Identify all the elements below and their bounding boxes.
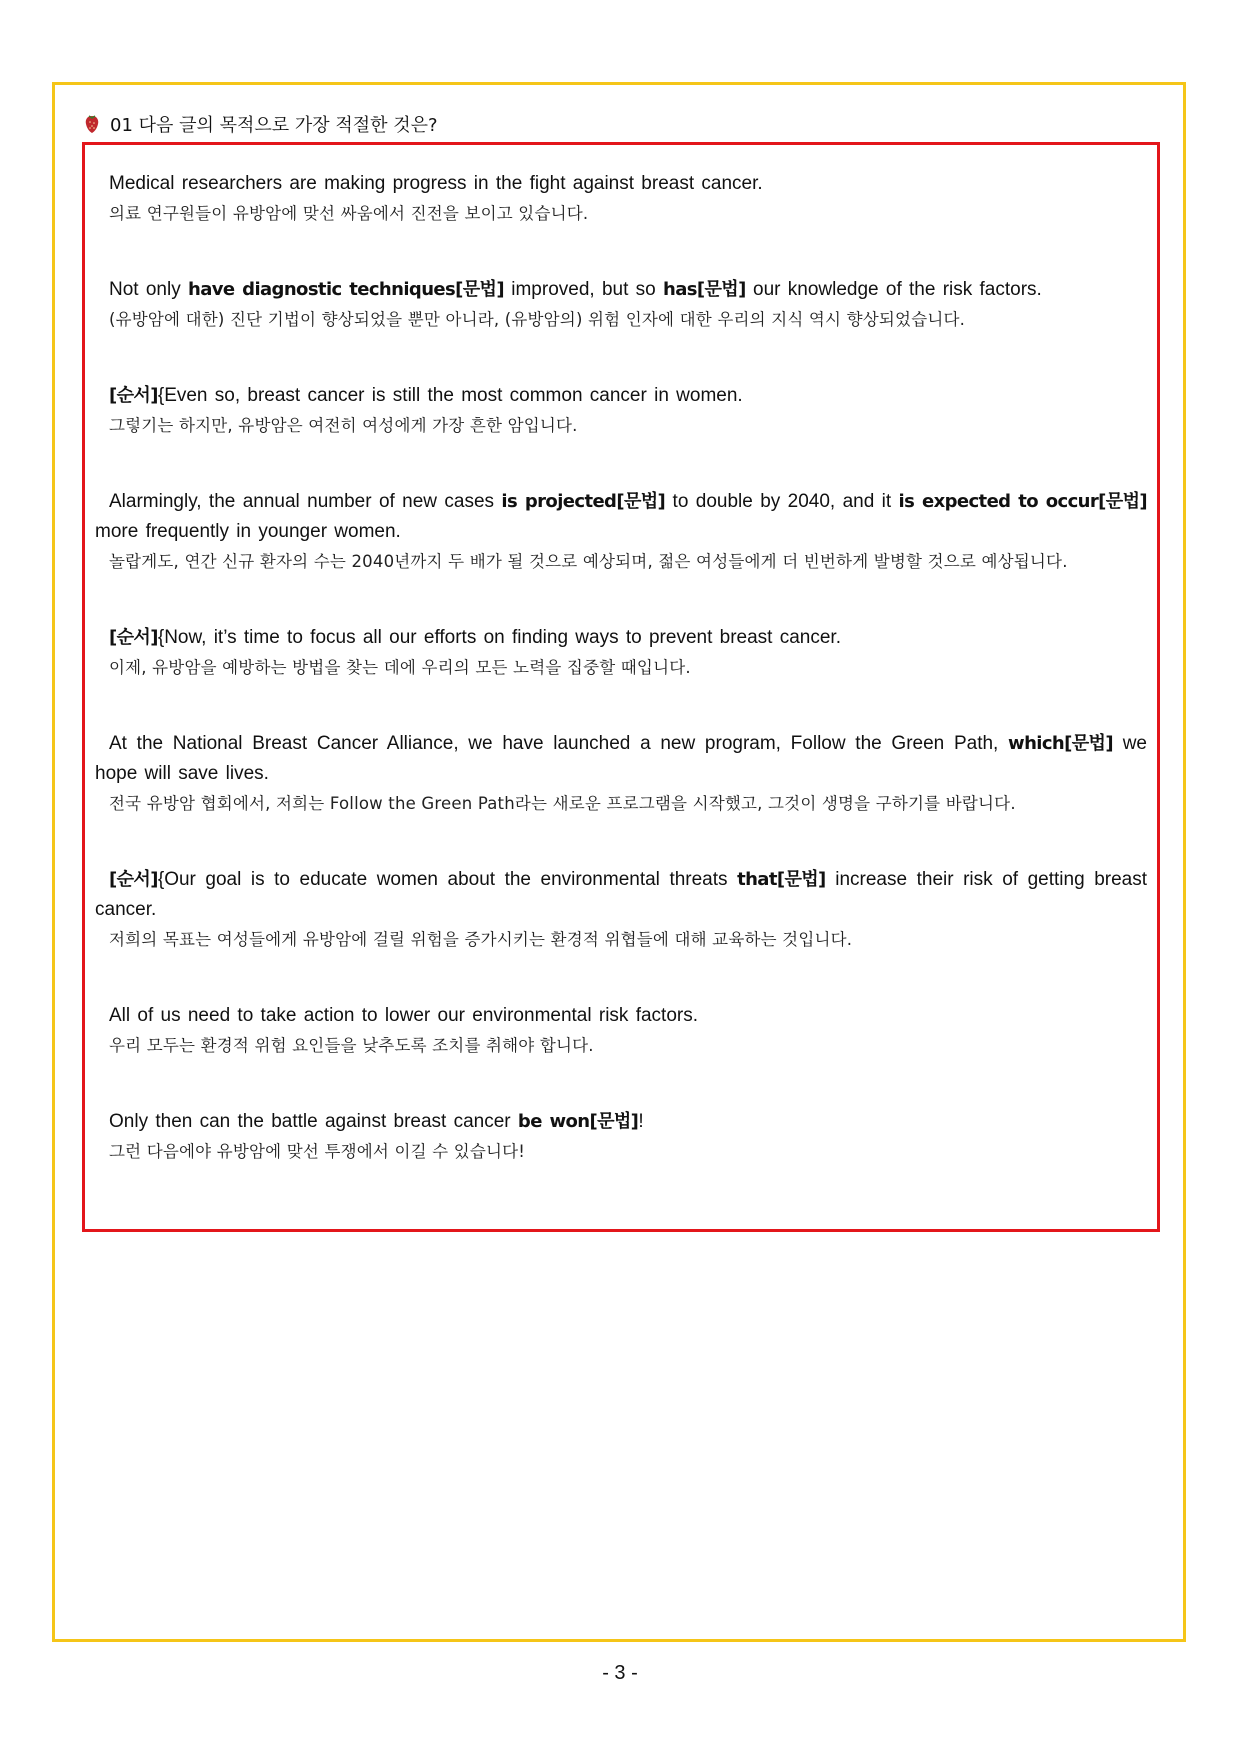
sentence-text: All of us need to take action to lower our environmental risk factors. xyxy=(109,1005,698,1026)
english-sentence xyxy=(95,169,1147,199)
annotation-highlight: [순서] xyxy=(109,385,158,406)
english-sentence xyxy=(95,729,1147,789)
sentence-text: {Even so, breast cancer is still the most common cancer in women. xyxy=(157,385,743,406)
english-sentence xyxy=(95,381,1147,411)
korean-translation: 그런 다음에야 유방암에 맞선 투쟁에서 이길 수 있습니다! xyxy=(109,1142,526,1161)
sentence-text: improved, but so xyxy=(503,279,664,300)
korean-translation: 이제, 유방암을 예방하는 방법을 찾는 데에 우리의 모든 노력을 집중할 때입니다. xyxy=(109,658,691,677)
sentence-text: Not only xyxy=(109,279,188,300)
korean-translation: 놀랍게도, 연간 신규 환자의 수는 2040년까지 두 배가 될 것으로 예상되며, 젊은 여성들에게 더 빈번하게 발병할 것으로 예상됩니다. xyxy=(109,552,1068,571)
passage-paragraph xyxy=(95,1107,1147,1167)
sentence-text: more frequently in younger women. xyxy=(95,521,401,542)
passage-paragraph xyxy=(95,623,1147,683)
sentence-text: our knowledge of the risk factors. xyxy=(745,279,1042,300)
english-sentence xyxy=(95,623,1147,653)
korean-translation: 그렇기는 하지만, 유방암은 여전히 여성에게 가장 흔한 암입니다. xyxy=(109,416,578,435)
annotation-highlight: [순서] xyxy=(109,869,158,890)
sentence-text: we hope will save lives. xyxy=(95,733,1147,784)
passage-paragraph xyxy=(95,729,1147,819)
korean-translation: (유방암에 대한) 진단 기법이 향상되었을 뿐만 아니라, (유방암의) 위험 인자에 대한 우리의 지식 역시 향상되었습니다. xyxy=(109,310,966,329)
annotation-highlight: have diagnostic techniques[문법] xyxy=(187,279,504,300)
sentence-text: {Now, it’s time to focus all our efforts on finding ways to prevent breast cancer. xyxy=(157,627,841,648)
english-sentence xyxy=(95,275,1147,305)
passage-paragraph xyxy=(95,865,1147,955)
passage-paragraph xyxy=(95,275,1147,335)
english-sentence xyxy=(95,1107,1147,1137)
sentence-text: At the National Breast Cancer Alliance, we have launched a new program, Follow the Green Path, xyxy=(109,733,1009,754)
annotation-highlight: is projected[문법] xyxy=(501,491,666,512)
korean-translation: 우리 모두는 환경적 위험 요인들을 낮추도록 조치를 취해야 합니다. xyxy=(109,1036,594,1055)
passage-paragraph xyxy=(95,381,1147,441)
page-number: - 3 - xyxy=(602,1662,638,1684)
sentence-text: Only then can the battle against breast cancer xyxy=(109,1111,518,1132)
english-sentence xyxy=(95,865,1147,925)
question-header xyxy=(84,110,438,138)
korean-translation: 전국 유방암 협회에서, 저희는 Follow the Green Path라는 새로운 프로그램을 시작했고, 그것이 생명을 구하기를 바랍니다. xyxy=(109,794,1016,813)
annotation-highlight: that[문법] xyxy=(737,869,826,890)
passage-paragraph xyxy=(95,1001,1147,1061)
sentence-text: {Our goal is to educate women about the environmental threats xyxy=(157,869,738,890)
english-sentence xyxy=(95,1001,1147,1031)
passage-paragraph xyxy=(95,487,1147,577)
passage-paragraph xyxy=(95,169,1147,229)
sentence-text: Alarmingly, the annual number of new cases xyxy=(109,491,502,512)
korean-translation: 의료 연구원들이 유방암에 맞선 싸움에서 진전을 보이고 있습니다. xyxy=(109,204,589,223)
annotation-highlight: has[문법] xyxy=(663,279,746,300)
annotation-highlight: be won[문법] xyxy=(517,1111,639,1132)
sentence-text: increase their risk of getting breast cancer. xyxy=(95,869,1147,920)
sentence-text: ! xyxy=(638,1111,644,1132)
annotation-highlight: [순서] xyxy=(109,627,158,648)
sentence-text: to double by 2040, and it xyxy=(665,491,899,512)
strawberry-bullet-icon xyxy=(84,114,100,134)
korean-translation: 저희의 목표는 여성들에게 유방암에 걸릴 위험을 증가시키는 환경적 위협들에 대해 교육하는 것입니다. xyxy=(109,930,853,949)
english-sentence xyxy=(95,487,1147,547)
question-title: 01 다음 글의 목적으로 가장 적절한 것은? xyxy=(110,115,438,136)
passage-box xyxy=(82,142,1160,1232)
annotation-highlight: is expected to occur[문법] xyxy=(898,491,1147,512)
annotation-highlight: which[문법] xyxy=(1008,733,1113,754)
sentence-text: Medical researchers are making progress in the fight against breast cancer. xyxy=(109,173,763,194)
